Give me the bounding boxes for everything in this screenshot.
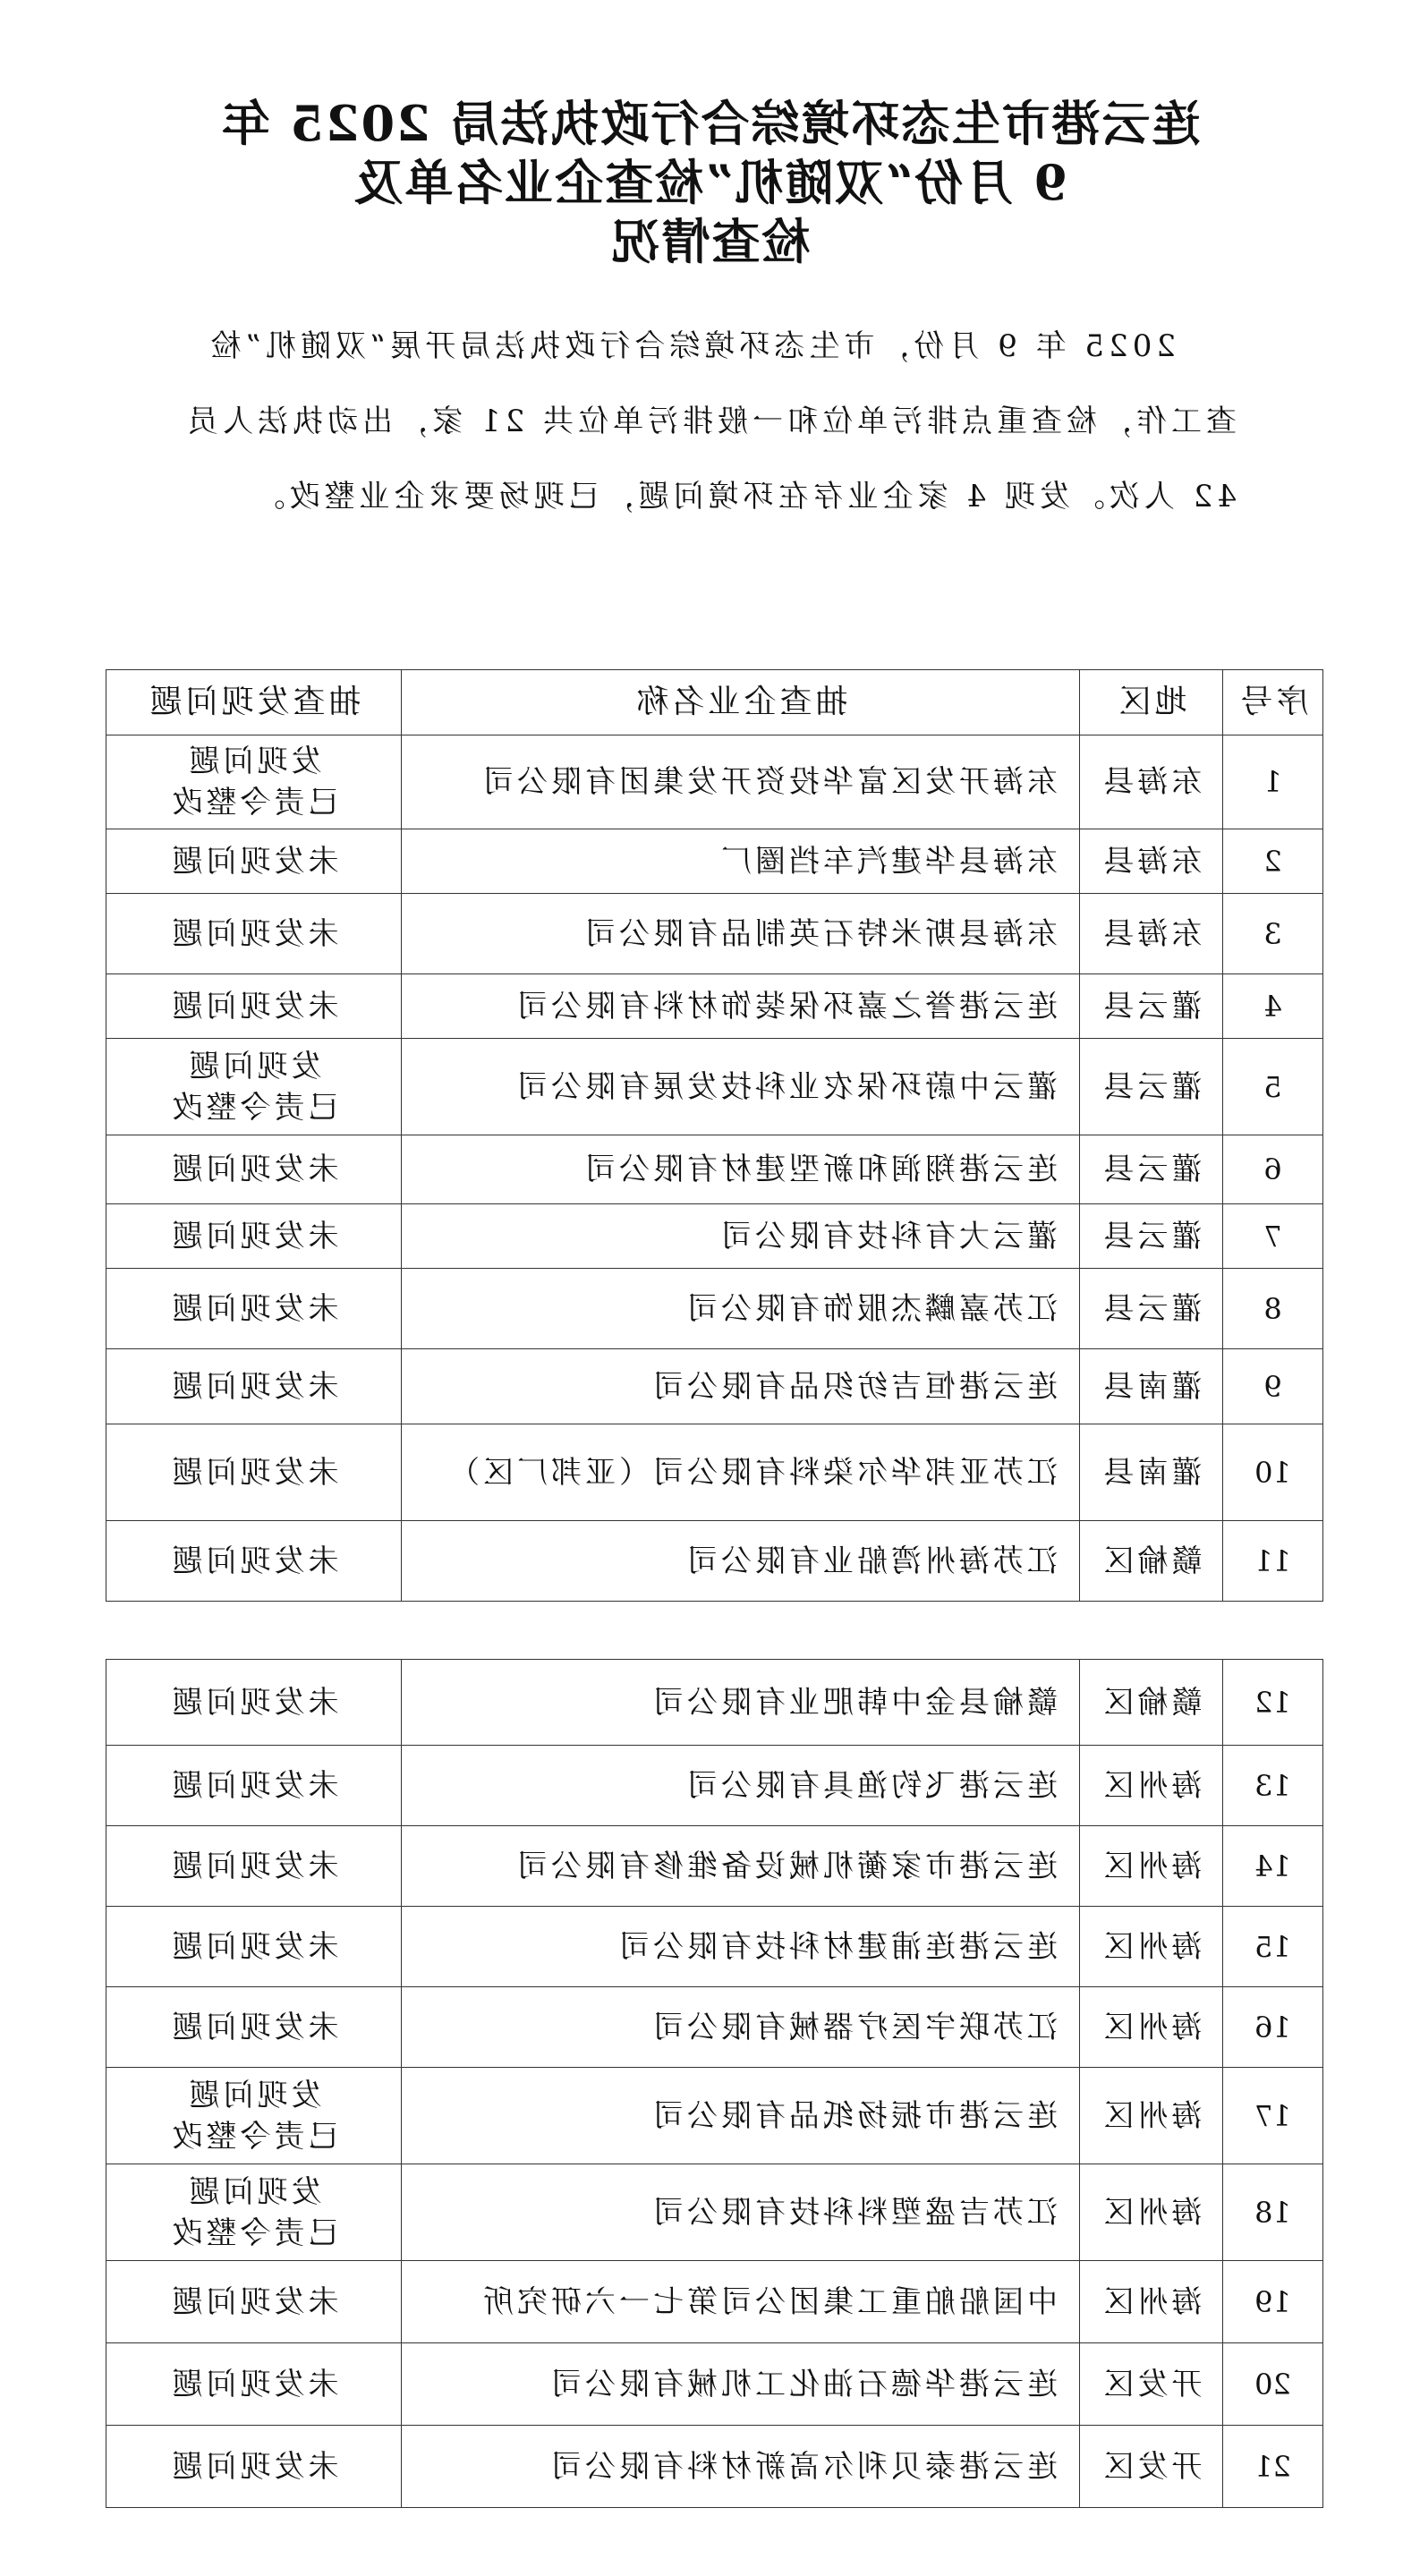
cell-no: 11 bbox=[1223, 1521, 1323, 1602]
cell-no: 20 bbox=[1223, 2343, 1323, 2426]
issue-line: 未发现问题 bbox=[168, 915, 339, 952]
cell-issue bbox=[106, 1987, 402, 2068]
cell-issue bbox=[106, 1135, 402, 1204]
cell-region: 灌南县 bbox=[1080, 1424, 1223, 1521]
cell-no: 2 bbox=[1223, 829, 1323, 894]
cell-no: 10 bbox=[1223, 1424, 1323, 1521]
issue-line: 未发现问题 bbox=[168, 1928, 339, 1965]
cell-issue bbox=[106, 2261, 402, 2343]
table-row bbox=[106, 2068, 1323, 2164]
title-line-3: 检查情况 bbox=[609, 213, 811, 270]
table-row bbox=[106, 1746, 1323, 1826]
header-region: 地区 bbox=[1080, 670, 1223, 735]
cell-issue bbox=[106, 894, 402, 974]
table-row bbox=[106, 894, 1323, 974]
issue-line: 发现问题 bbox=[185, 2173, 322, 2210]
issue-line: 未发现问题 bbox=[168, 1767, 339, 1804]
cell-region: 海州区 bbox=[1080, 2164, 1223, 2261]
cell-no: 21 bbox=[1223, 2426, 1323, 2508]
issue-line: 未发现问题 bbox=[168, 1454, 339, 1491]
cell-no: 19 bbox=[1223, 2261, 1323, 2343]
table-row bbox=[106, 1907, 1323, 1987]
cell-no: 18 bbox=[1223, 2164, 1323, 2261]
cell-company: 江苏联宇医疗器械有限公司 bbox=[402, 1987, 1080, 2068]
table-row bbox=[106, 1826, 1323, 1907]
table-row bbox=[106, 1987, 1323, 2068]
table-row bbox=[106, 735, 1323, 829]
cell-region: 灌云县 bbox=[1080, 1204, 1223, 1269]
cell-issue bbox=[106, 1039, 402, 1135]
cell-region: 灌云县 bbox=[1080, 1039, 1223, 1135]
cell-region: 赣榆区 bbox=[1080, 1660, 1223, 1746]
cell-no: 9 bbox=[1223, 1349, 1323, 1424]
cell-company: 连云港飞钓渔具有限公司 bbox=[402, 1746, 1080, 1826]
issue-line: 发现问题 bbox=[185, 1048, 322, 1084]
table-row bbox=[106, 1135, 1323, 1204]
issue-line: 发现问题 bbox=[185, 2077, 322, 2113]
issue-line: 已责令整改 bbox=[168, 1089, 339, 1126]
cell-issue bbox=[106, 829, 402, 894]
cell-issue bbox=[106, 1349, 402, 1424]
cell-no: 14 bbox=[1223, 1826, 1323, 1907]
cell-region: 灌云县 bbox=[1080, 1269, 1223, 1349]
cell-region: 开发区 bbox=[1080, 2426, 1223, 2508]
cell-issue bbox=[106, 1746, 402, 1826]
table-row bbox=[106, 974, 1323, 1039]
cell-company: 灌云大有科技有限公司 bbox=[402, 1204, 1080, 1269]
cell-company: 东海开发区富华投资开发集团有限公司 bbox=[402, 735, 1080, 829]
header-company: 抽查企业名称 bbox=[402, 670, 1080, 735]
issue-line: 未发现问题 bbox=[168, 2283, 339, 2320]
cell-issue bbox=[106, 1521, 402, 1602]
cell-issue bbox=[106, 1424, 402, 1521]
cell-region: 海州区 bbox=[1080, 2068, 1223, 2164]
cell-no: 7 bbox=[1223, 1204, 1323, 1269]
cell-region: 东海县 bbox=[1080, 735, 1223, 829]
issue-line: 未发现问题 bbox=[168, 988, 339, 1024]
issue-line: 未发现问题 bbox=[168, 1152, 339, 1187]
table-row bbox=[106, 1204, 1323, 1269]
cell-company: 连云港市家蘅机械设备维修有限公司 bbox=[402, 1826, 1080, 1907]
issue-line: 未发现问题 bbox=[168, 2366, 339, 2402]
cell-region: 灌云县 bbox=[1080, 1135, 1223, 1204]
cell-no: 6 bbox=[1223, 1135, 1323, 1204]
cell-company: 江苏嘉麟杰服饰有限公司 bbox=[402, 1269, 1080, 1349]
cell-issue bbox=[106, 2426, 402, 2508]
cell-region: 灌云县 bbox=[1080, 974, 1223, 1039]
issue-line: 未发现问题 bbox=[168, 1218, 339, 1254]
cell-issue bbox=[106, 2164, 402, 2261]
cell-company: 江苏吉盛塑料科技有限公司 bbox=[402, 2164, 1080, 2261]
cell-company: 东海县斯米特石英制品有限公司 bbox=[402, 894, 1080, 974]
cell-region: 海州区 bbox=[1080, 1746, 1223, 1826]
cell-company: 灌云中蔚环保农业科技发展有限公司 bbox=[402, 1039, 1080, 1135]
issue-line: 未发现问题 bbox=[168, 843, 339, 880]
cell-region: 海州区 bbox=[1080, 1826, 1223, 1907]
cell-company: 江苏亚邦华尔染料有限公司（亚邦厂区） bbox=[402, 1424, 1080, 1521]
issue-line: 已责令整改 bbox=[168, 785, 339, 820]
cell-region: 东海县 bbox=[1080, 829, 1223, 894]
table-row bbox=[106, 1660, 1323, 1746]
inspection-table-part-1 bbox=[106, 669, 1323, 1602]
cell-company: 中国船舶重工集团公司第七一六研究所 bbox=[402, 2261, 1080, 2343]
cell-issue bbox=[106, 1660, 402, 1746]
cell-issue bbox=[106, 1907, 402, 1987]
cell-company: 连云港连浦建材科技有限公司 bbox=[402, 1907, 1080, 1987]
issue-line: 已责令整改 bbox=[168, 2215, 339, 2251]
cell-no: 3 bbox=[1223, 894, 1323, 974]
intro-paragraph: 2025 年 9 月份，市生态环境综合行政执法局开展“双随机”检查工作，检查重点排污单位和一般排污单位共 21 家，出动执法人员 42 人次。发现 4 家企业存在环境问题，已现场要求企业整改。 bbox=[183, 328, 1237, 514]
header-issue: 抽查发现问题 bbox=[106, 670, 402, 735]
cell-issue bbox=[106, 974, 402, 1039]
table-row bbox=[106, 829, 1323, 894]
cell-no: 1 bbox=[1223, 735, 1323, 829]
issue-line: 未发现问题 bbox=[168, 1543, 339, 1579]
issue-line: 已责令整改 bbox=[168, 2118, 339, 2155]
cell-no: 13 bbox=[1223, 1746, 1323, 1826]
cell-company: 江苏海州湾船业有限公司 bbox=[402, 1521, 1080, 1602]
cell-no: 8 bbox=[1223, 1269, 1323, 1349]
table-row bbox=[106, 2343, 1323, 2426]
cell-company: 连云港恒吉纺织品有限公司 bbox=[402, 1349, 1080, 1424]
table-row bbox=[106, 1039, 1323, 1135]
cell-no: 16 bbox=[1223, 1987, 1323, 2068]
cell-region: 海州区 bbox=[1080, 1907, 1223, 1987]
cell-company: 连云港市振扬纸品有限公司 bbox=[402, 2068, 1080, 2164]
cell-issue bbox=[106, 1269, 402, 1349]
table-header-row bbox=[106, 670, 1323, 735]
issue-line: 发现问题 bbox=[185, 744, 322, 779]
cell-issue bbox=[106, 1826, 402, 1907]
title-line-1: 连云港市生态环境综合行政执法局 2025 年 bbox=[219, 95, 1201, 152]
cell-region: 开发区 bbox=[1080, 2343, 1223, 2426]
issue-line: 未发现问题 bbox=[168, 2009, 339, 2045]
table-row bbox=[106, 2164, 1323, 2261]
cell-no: 4 bbox=[1223, 974, 1323, 1039]
cell-no: 12 bbox=[1223, 1660, 1323, 1746]
cell-company: 连云港泰贝利尔高新材料有限公司 bbox=[402, 2426, 1080, 2508]
title-line-2: 9 月份“双随机”检查企业名单及 bbox=[353, 154, 1067, 211]
cell-region: 东海县 bbox=[1080, 894, 1223, 974]
table-row bbox=[106, 1424, 1323, 1521]
cell-issue bbox=[106, 2343, 402, 2426]
issue-line: 未发现问题 bbox=[168, 1848, 339, 1884]
cell-company: 连云港誉之嘉环保装饰材料有限公司 bbox=[402, 974, 1080, 1039]
cell-issue bbox=[106, 2068, 402, 2164]
issue-line: 未发现问题 bbox=[168, 1684, 339, 1721]
cell-region: 海州区 bbox=[1080, 2261, 1223, 2343]
cell-region: 赣榆区 bbox=[1080, 1521, 1223, 1602]
table-row bbox=[106, 1349, 1323, 1424]
cell-region: 灌南县 bbox=[1080, 1349, 1223, 1424]
cell-company: 赣榆县金中韩肥业有限公司 bbox=[402, 1660, 1080, 1746]
inspection-table-part-2 bbox=[106, 1659, 1323, 2508]
issue-line: 未发现问题 bbox=[168, 1368, 339, 1405]
document-title bbox=[161, 94, 1259, 271]
cell-issue bbox=[106, 735, 402, 829]
cell-no: 15 bbox=[1223, 1907, 1323, 1987]
cell-no: 17 bbox=[1223, 2068, 1323, 2164]
cell-company: 东海县华建汽车挡圈厂 bbox=[402, 829, 1080, 894]
issue-line: 未发现问题 bbox=[168, 2448, 339, 2485]
issue-line: 未发现问题 bbox=[168, 1290, 339, 1327]
table-row bbox=[106, 2261, 1323, 2343]
table-row bbox=[106, 1269, 1323, 1349]
cell-company: 连云港翔润和新型建材有限公司 bbox=[402, 1135, 1080, 1204]
cell-region: 海州区 bbox=[1080, 1987, 1223, 2068]
cell-issue bbox=[106, 1204, 402, 1269]
table-row bbox=[106, 2426, 1323, 2508]
cell-company: 连云港华德石油化工机械有限公司 bbox=[402, 2343, 1080, 2426]
table-row bbox=[106, 1521, 1323, 1602]
cell-no: 5 bbox=[1223, 1039, 1323, 1135]
header-no: 序号 bbox=[1223, 670, 1323, 735]
